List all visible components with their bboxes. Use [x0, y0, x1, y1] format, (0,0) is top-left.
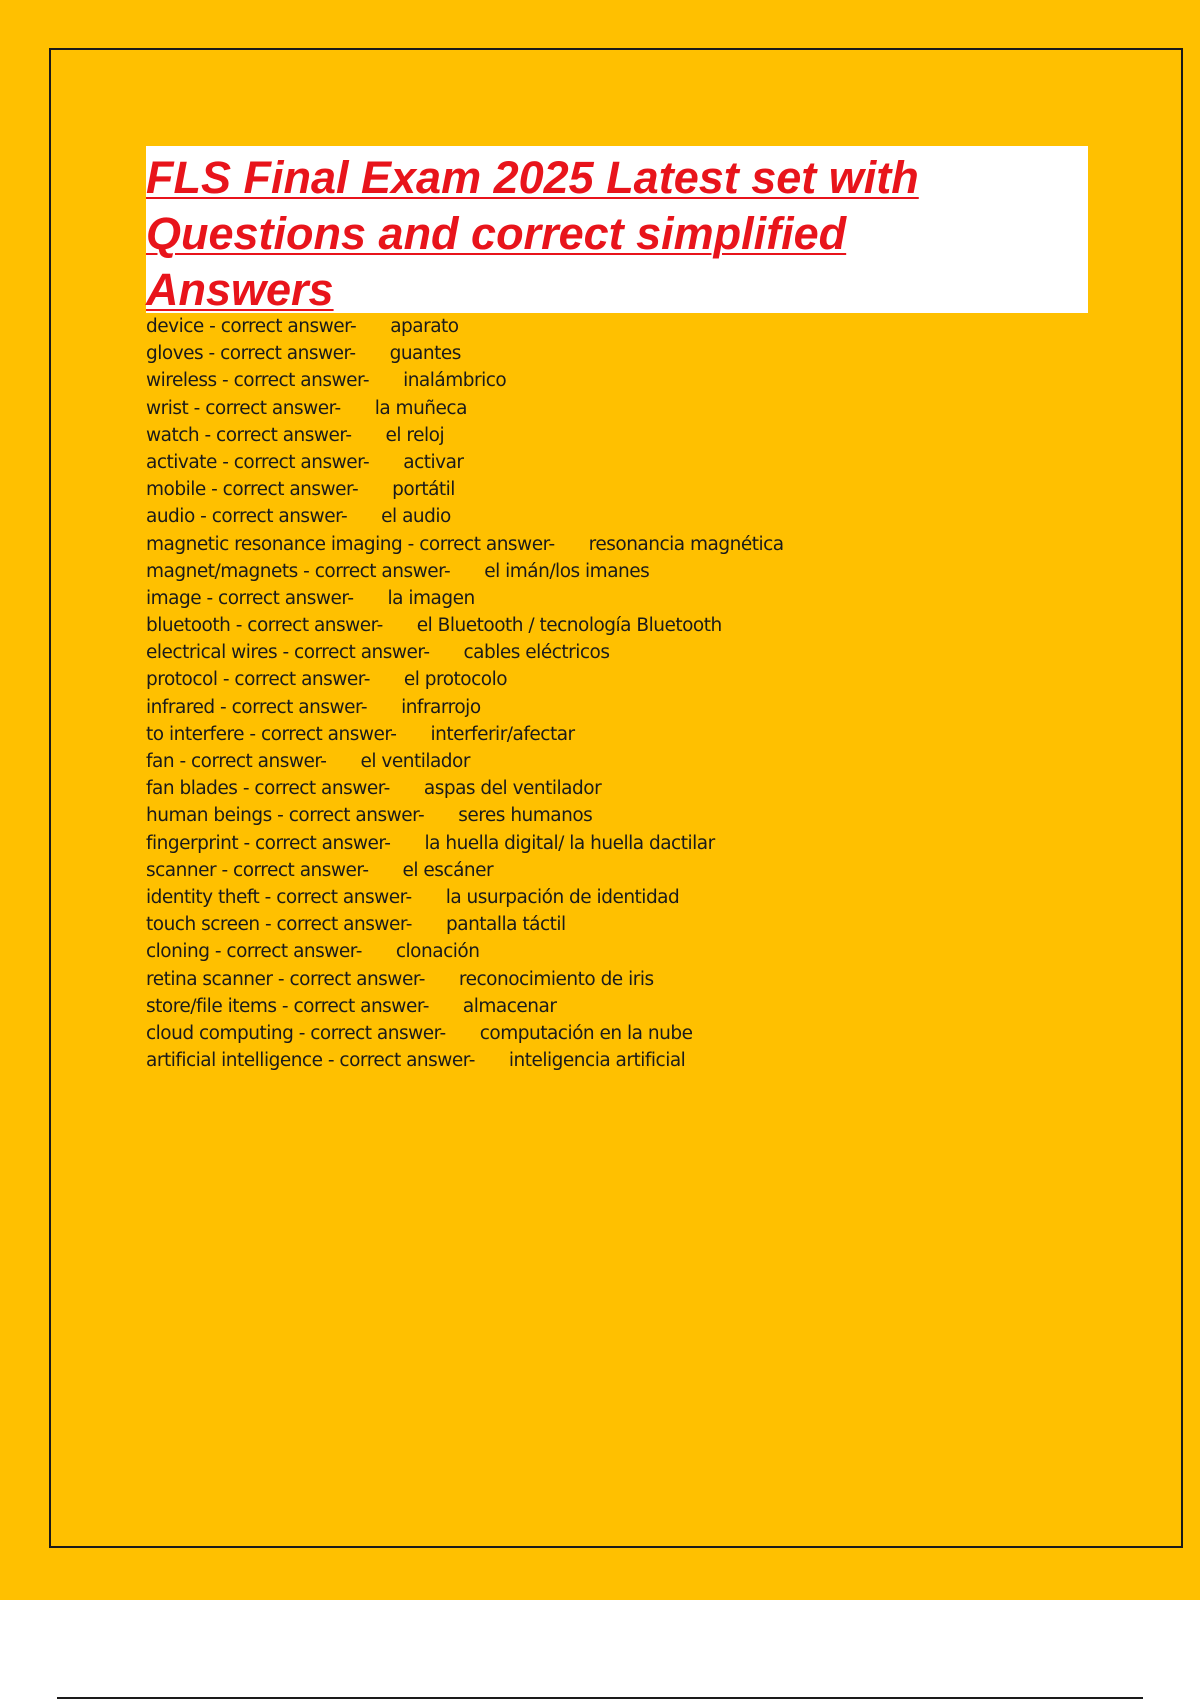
vocab-separator: - correct answer- — [230, 615, 383, 637]
vocab-separator: - correct answer- — [194, 506, 348, 528]
vocab-definition: inteligencia artificial — [508, 1050, 686, 1072]
vocab-separator: - correct answer- — [205, 479, 359, 501]
vocab-separator: - correct answer- — [214, 696, 368, 718]
vocab-entry — [146, 938, 1046, 965]
vocab-term: mobile — [146, 479, 206, 501]
vocab-term: bluetooth — [146, 615, 231, 637]
vocab-term: gloves — [146, 343, 204, 365]
vocab-term: scanner — [146, 859, 217, 881]
vocab-entry — [146, 476, 1046, 503]
vocab-separator: - correct answer- — [216, 451, 370, 473]
vocab-definition: infrarrojo — [401, 696, 481, 718]
vocab-entry — [146, 612, 1046, 639]
vocab-definition: inalámbrico — [403, 370, 507, 392]
vocab-separator: - correct answer- — [216, 859, 369, 881]
vocab-term: device — [146, 316, 204, 337]
vocab-definition: la usurpación de identidad — [445, 886, 680, 908]
vocab-entry — [146, 449, 1046, 476]
vocab-entry — [146, 748, 1046, 775]
vocab-definition: guantes — [389, 343, 461, 365]
vocab-entry — [146, 639, 1046, 666]
vocab-entry — [146, 531, 1046, 558]
vocab-separator: - correct answer- — [217, 669, 370, 691]
vocab-term: magnetic resonance imaging — [146, 533, 403, 555]
vocab-entry — [146, 694, 1046, 721]
vocab-term: wireless — [146, 370, 217, 392]
vocab-separator: - correct answer- — [277, 642, 430, 664]
title-box — [146, 146, 1088, 313]
vocab-separator: - correct answer- — [199, 424, 352, 446]
vocab-term: infrared — [146, 696, 215, 718]
vocab-separator: - correct answer- — [276, 995, 429, 1017]
vocab-term: watch — [146, 424, 200, 446]
vocab-definition: interferir/afectar — [430, 723, 575, 745]
vocab-entry — [146, 395, 1046, 422]
vocab-term: store/file items — [146, 995, 277, 1017]
vocab-entry — [146, 993, 1046, 1020]
vocab-entry — [146, 802, 1046, 829]
vocab-separator: - correct answer- — [203, 343, 356, 365]
vocab-term: to interfere — [146, 723, 245, 745]
vocab-entry — [146, 857, 1046, 884]
vocab-entry — [146, 340, 1046, 367]
vocab-separator: - correct answer- — [271, 805, 425, 827]
vocab-entry — [146, 367, 1046, 394]
vocab-term: protocol — [146, 669, 218, 691]
vocab-definition: el reloj — [385, 424, 445, 446]
vocab-term: cloning — [146, 941, 210, 963]
vocab-term: fingerprint — [146, 832, 239, 854]
vocab-entry — [146, 313, 1046, 340]
vocab-separator: - correct answer- — [297, 560, 451, 582]
vocab-separator: - correct answer- — [259, 886, 412, 908]
vocab-definition: aspas del ventilador — [423, 778, 602, 800]
vocab-definition: el protocolo — [403, 669, 508, 691]
vocab-separator: - correct answer- — [272, 968, 425, 990]
vocab-term: cloud computing — [146, 1022, 294, 1044]
vocab-definition: el Bluetooth / tecnología Bluetooth — [416, 615, 722, 637]
vocab-entry — [146, 884, 1046, 911]
vocab-separator: - correct answer- — [238, 832, 391, 854]
vocab-term: image — [146, 587, 202, 609]
footer-rule — [57, 1697, 1143, 1699]
vocab-separator: - correct answer- — [259, 914, 412, 936]
vocab-definition: activar — [403, 451, 464, 473]
vocab-entry — [146, 422, 1046, 449]
vocab-entry — [146, 830, 1046, 857]
vocab-separator: - correct answer- — [244, 723, 397, 745]
vocab-definition: seres humanos — [458, 805, 593, 827]
vocab-term: activate — [146, 451, 217, 473]
vocab-definition: computación en la nube — [479, 1022, 693, 1044]
vocab-definition: el ventilador — [360, 751, 470, 772]
vocab-entry — [146, 911, 1046, 938]
vocab-separator: - correct answer- — [216, 370, 370, 392]
vocab-entry — [146, 558, 1046, 585]
vocab-term: artificial intelligence — [146, 1050, 323, 1072]
vocab-definition: la muñeca — [374, 397, 467, 419]
vocab-definition: la imagen — [387, 587, 475, 609]
vocab-entry — [146, 503, 1046, 530]
vocab-term: electrical wires — [146, 642, 278, 664]
vocab-separator: - correct answer- — [174, 751, 327, 772]
vocabulary-list — [146, 313, 1046, 1074]
vocab-entry — [146, 666, 1046, 693]
vocab-term: retina scanner — [146, 968, 273, 990]
vocab-entry — [146, 1047, 1046, 1074]
vocab-separator: - correct answer- — [237, 778, 390, 800]
vocab-term: wrist — [146, 397, 189, 419]
vocab-term: fan blades — [146, 778, 238, 800]
vocab-definition: clonación — [395, 941, 480, 963]
vocab-entry — [146, 1020, 1046, 1047]
vocab-term: identity theft — [146, 886, 260, 908]
vocab-separator: - correct answer- — [402, 533, 555, 555]
document-title: FLS Final Exam 2025 Latest set with Questions and correct simplified Answers — [146, 152, 919, 315]
vocab-separator: - correct answer- — [201, 587, 354, 609]
vocab-definition: el imán/los imanes — [484, 560, 650, 582]
vocab-definition: el escáner — [402, 859, 494, 881]
vocab-term: human beings — [146, 805, 272, 827]
vocab-separator: - correct answer- — [188, 397, 341, 419]
vocab-entry — [146, 775, 1046, 802]
vocab-term: touch screen — [146, 914, 260, 936]
vocab-definition: almacenar — [462, 995, 557, 1017]
vocab-definition: cables eléctricos — [463, 642, 610, 664]
vocab-separator: - correct answer- — [203, 316, 357, 337]
vocab-definition: resonancia magnética — [588, 533, 784, 555]
vocab-definition: el audio — [381, 506, 451, 528]
vocab-definition: la huella digital/ la huella dactilar — [424, 832, 715, 854]
vocab-definition: portátil — [392, 479, 455, 501]
vocab-definition: aparato — [390, 316, 459, 337]
vocab-separator: - correct answer- — [209, 941, 362, 963]
vocab-separator: - correct answer- — [293, 1022, 446, 1044]
vocab-definition: reconocimiento de iris — [458, 968, 654, 990]
vocab-entry — [146, 966, 1046, 993]
vocab-term: magnet/magnets — [146, 560, 298, 582]
vocab-definition: pantalla táctil — [445, 914, 566, 936]
vocab-separator: - correct answer- — [322, 1050, 475, 1072]
vocab-entry — [146, 721, 1046, 748]
vocab-term: fan — [146, 751, 175, 772]
vocab-entry — [146, 585, 1046, 612]
vocab-term: audio — [146, 506, 195, 528]
